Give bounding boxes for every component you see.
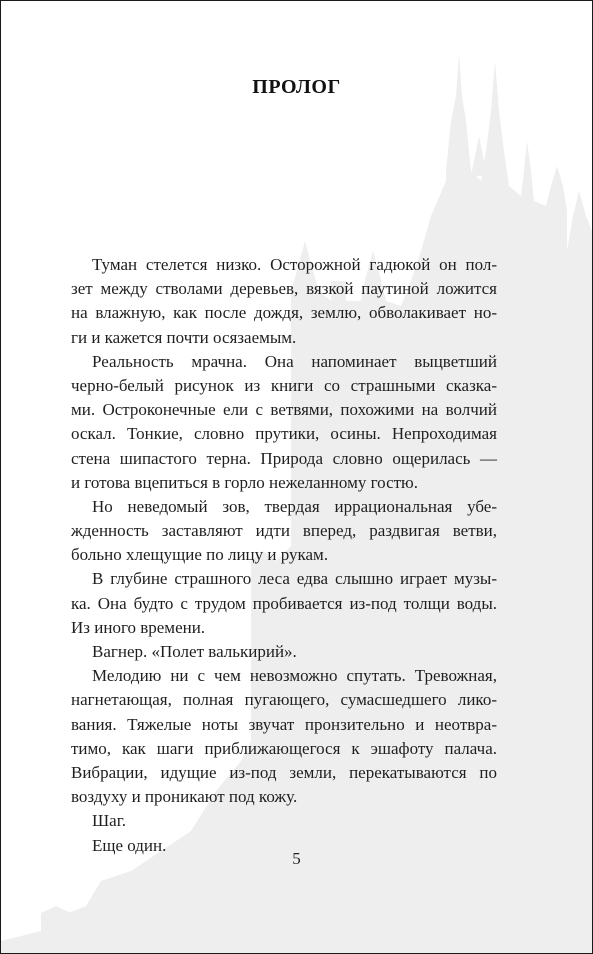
- text-line: тимо, как шаги приближающегося к эшафоту палача.: [71, 738, 497, 758]
- text-line: Реальность мрачна. Она напоминает выцветший: [92, 351, 497, 371]
- text-line: ги и кажется почти осязаемым.: [71, 327, 297, 347]
- chapter-title: ПРОЛОГ: [252, 76, 341, 98]
- text-line: Шаг.: [92, 811, 126, 831]
- text-line: вания. Тяжелые ноты звучат пронзительно и неотвра-: [71, 714, 497, 734]
- text-line: зет между стволами деревьев, вязкой паутиной ложится: [71, 279, 497, 299]
- text-line: Из иного времени.: [71, 617, 206, 637]
- text-line: Туман стелется низко. Осторожной гадюкой он пол-: [92, 255, 497, 274]
- text-line: на влажную, как после дождя, землю, обволакивает но-: [71, 303, 497, 323]
- text-line: Но неведомый зов, твердая иррациональная убе-: [92, 496, 497, 516]
- text-line: воздуху и проникают под кожу.: [71, 787, 298, 807]
- text-line: стена шипастого терна. Природа словно ощерилась —: [71, 448, 497, 468]
- text-line: и готова вцепиться в горло нежеланному гостю.: [71, 472, 418, 492]
- text-line: Мелодию ни с чем невозможно спутать. Тревожная,: [92, 666, 497, 686]
- text-line: Вагнер. «Полет валькирий».: [92, 642, 297, 661]
- text-line: больно хлещущие по лицу и рукам.: [71, 545, 329, 565]
- text-line: ка. Она будто с трудом пробивается из-под толщи воды.: [71, 593, 497, 613]
- text-line: черно-белый рисунок из книги со страшными сказка-: [71, 375, 497, 395]
- text-line: жденность заставляют идти вперед, раздвигая ветви,: [71, 521, 497, 541]
- text-line: В глубине страшного леса едва слышно играет музы-: [92, 569, 497, 589]
- page-number: 5: [292, 849, 301, 868]
- text-line: Еще один.: [92, 835, 167, 855]
- text-line: оскал. Тонкие, словно прутики, осины. Непроходимая: [71, 424, 497, 444]
- chapter-text: [71, 253, 497, 858]
- text-line: нагнетающая, полная пугающего, сумасшедшего лико-: [71, 690, 497, 710]
- text-line: ми. Остроконечные ели с ветвями, похожими на волчий: [71, 400, 497, 420]
- text-line: Вибрации, идущие из-под земли, перекатываются по: [71, 762, 497, 782]
